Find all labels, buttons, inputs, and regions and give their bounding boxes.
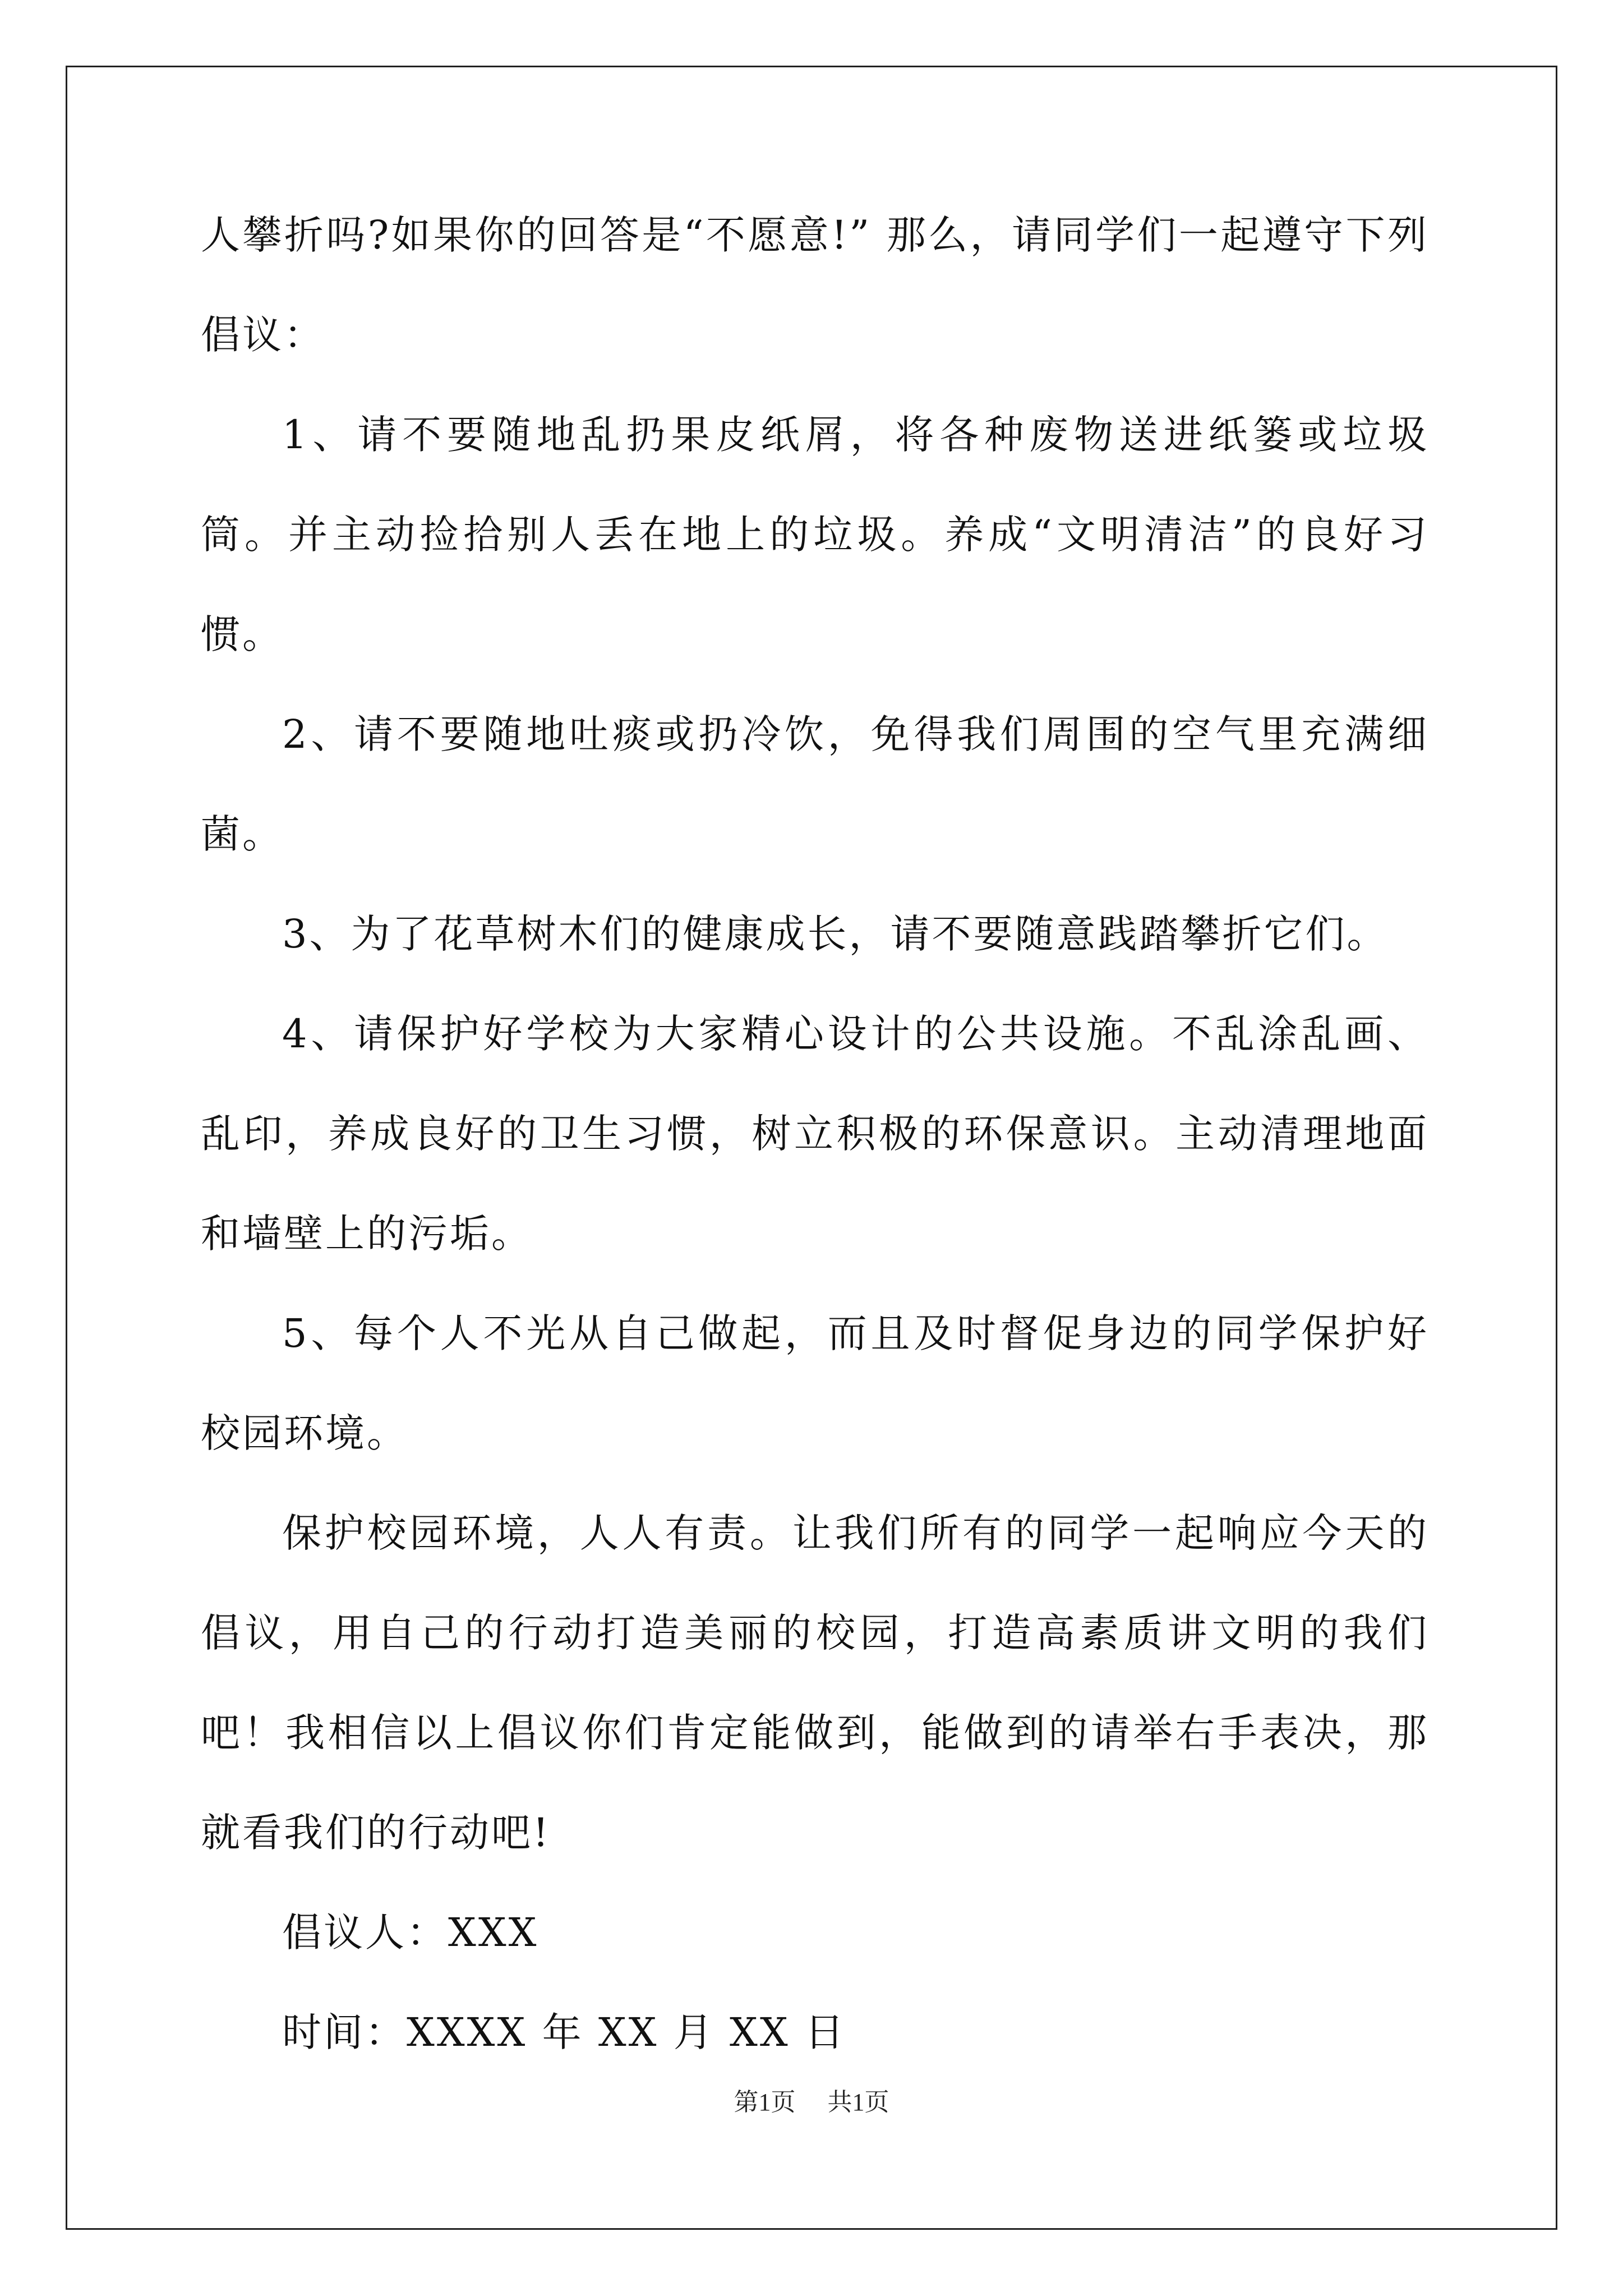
document-body: [201, 185, 1429, 2082]
date-line: 时间：XXXX 年 XX 月 XX 日: [282, 2009, 846, 2055]
proposer-line: 倡议人：XXX: [282, 1910, 539, 1955]
paragraph-intro: 人攀折吗?如果你的回答是“不愿意!” 那么，请同学们一起遵守下列倡议：: [201, 212, 1429, 358]
paragraph-closing: 保护校园环境，人人有责。让我们所有的同学一起响应今天的倡议，用自己的行动打造美丽的校园，打造高素质讲文明的我们吧！我相信以上倡议你们肯定能做到，能做到的请举右手表决，那就看我们的行动吧!: [201, 1510, 1429, 1856]
paragraph-item-2: 2、请不要随地吐痰或扔冷饮，免得我们周围的空气里充满细菌。: [201, 711, 1429, 857]
paragraph-item-1: 1、请不要随地乱扔果皮纸屑，将各种废物送进纸篓或垃圾筒。并主动捡拾别人丢在地上的垃圾。养成“文明清洁”的良好习惯。: [201, 412, 1429, 657]
paragraph-item-3: 3、为了花草树木们的健康成长，请不要随意践踏攀折它们。: [282, 911, 1389, 957]
page-number-current: 第1页: [734, 2088, 796, 2116]
page-footer: [0, 2086, 1623, 2119]
page-number-total: 共1页: [827, 2088, 889, 2116]
paragraph-item-4: 4、请保护好学校为大家精心设计的公共设施。不乱涂乱画、乱印，养成良好的卫生习惯，树立积极的环保意识。主动清理地面和墙壁上的污垢。: [201, 1011, 1429, 1257]
paragraph-item-5: 5、每个人不光从自己做起，而且及时督促身边的同学保护好校园环境。: [201, 1310, 1429, 1456]
